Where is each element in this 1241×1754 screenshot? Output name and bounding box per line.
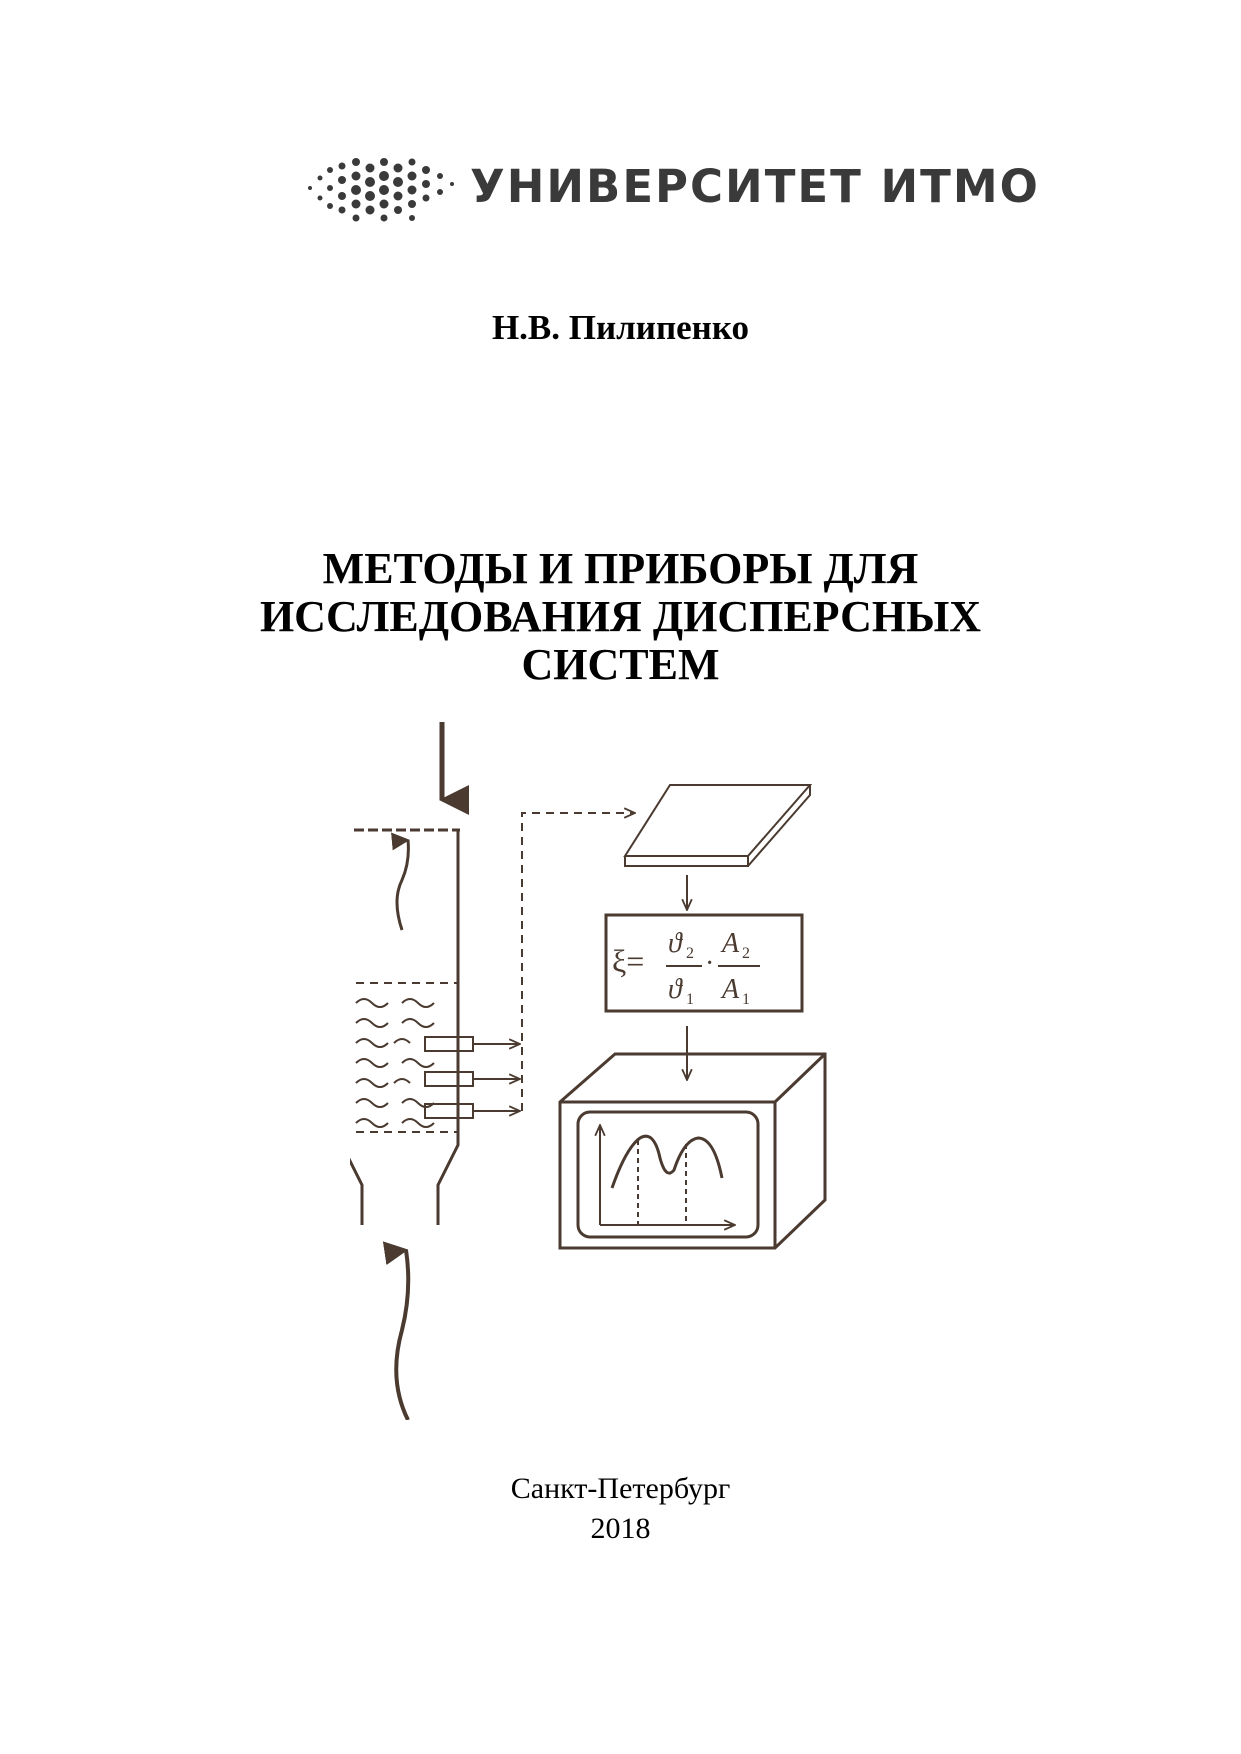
sensors <box>425 1037 520 1118</box>
formula-den2: A <box>722 974 740 1005</box>
author-name: Н.В. Пилипенко <box>491 308 750 347</box>
formula-den1: ϑ <box>668 974 682 1005</box>
formula-dot: · <box>705 948 715 979</box>
logo-text: УНИВЕРСИТЕТ ИТМО <box>470 160 1040 213</box>
fluidized-bed-waves <box>356 999 434 1127</box>
title-line-1: МЕТОДЫ И ПРИБОРЫ ДЛЯ <box>322 544 919 593</box>
title-line-2: ИССЛЕДОВАНИЯ ДИСПЕРСНЫХ <box>259 592 982 641</box>
itmo-dot-logo-icon <box>300 148 460 228</box>
formula-den1-sub: 1 <box>686 991 694 1008</box>
processor-plate <box>625 785 810 866</box>
cover-illustration <box>350 720 940 1420</box>
university-logo <box>300 148 1040 228</box>
formula <box>612 928 760 1008</box>
formula-num2-sub: 2 <box>742 945 750 962</box>
reactor-column <box>350 722 460 1225</box>
book-title <box>0 545 1241 689</box>
formula-lhs: ξ= <box>612 943 645 979</box>
inflow-arrow <box>396 1250 408 1420</box>
formula-num1: ϑ <box>668 928 682 959</box>
formula-num2: A <box>722 928 740 959</box>
publication-city: Санкт-Петербург <box>510 1472 731 1505</box>
monitor-graph <box>600 1125 735 1225</box>
publication-year: 2018 <box>590 1512 651 1545</box>
formula-num1-sub: 2 <box>686 945 694 962</box>
title-line-3: СИСТЕМ <box>521 640 720 689</box>
upflow-arrow <box>397 840 408 930</box>
formula-den2-sub: 1 <box>742 991 750 1008</box>
